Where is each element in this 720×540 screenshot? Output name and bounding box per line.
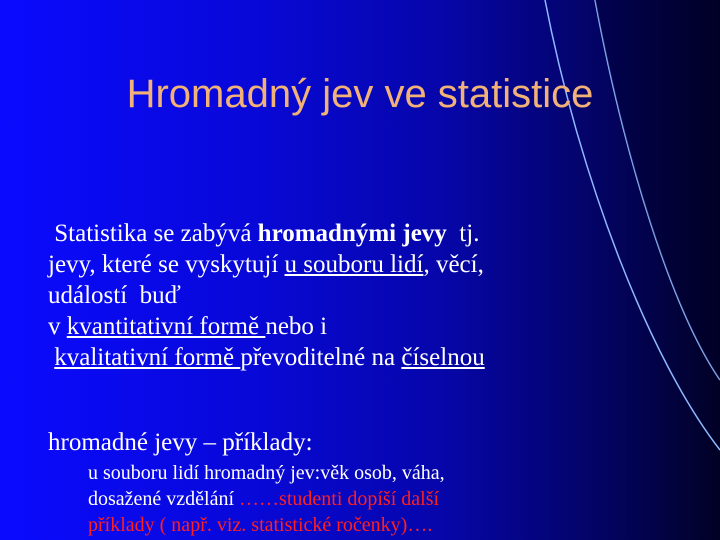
text-segment: Statistika se zabývá	[54, 220, 258, 247]
slide-title: Hromadný jev ve statistice	[126, 72, 594, 116]
paragraph-definition	[48, 218, 485, 373]
examples-line-1: u souboru lidí hromadný jev:věk osob, váha,	[88, 462, 445, 484]
text-segment: nebo i	[265, 313, 328, 340]
examples-line-3: příklady ( např. viz. statistické ročenky)….	[88, 514, 433, 536]
examples-list	[88, 460, 445, 538]
underlined-term: kvantitativní formě	[66, 313, 266, 340]
underlined-term: u souboru lidí	[284, 251, 424, 278]
underlined-term: číselnou	[401, 344, 485, 371]
text-segment: jevy, které se vyskytují	[48, 251, 285, 278]
text-segment: dosažené vzdělání	[88, 488, 240, 510]
underlined-term: kvalitativní formě	[54, 344, 241, 371]
paragraph-line-2	[48, 249, 485, 280]
examples-line-2	[88, 486, 445, 512]
text-segment: převoditelné na	[240, 344, 402, 371]
bold-term: hromadnými jevy	[257, 220, 447, 247]
paragraph-line-3: událostí buď	[48, 282, 181, 309]
paragraph-line-5	[48, 342, 485, 373]
paragraph-line-4	[48, 311, 485, 342]
highlighted-text: ……studenti dopíší další	[239, 488, 440, 510]
text-segment: tj.	[446, 220, 480, 247]
text-segment: v	[48, 313, 67, 340]
decoration-fill	[595, 0, 720, 380]
examples-heading: hromadné jevy – příklady:	[48, 429, 313, 456]
paragraph-line-1	[48, 218, 485, 249]
text-segment: , věcí,	[423, 251, 484, 278]
